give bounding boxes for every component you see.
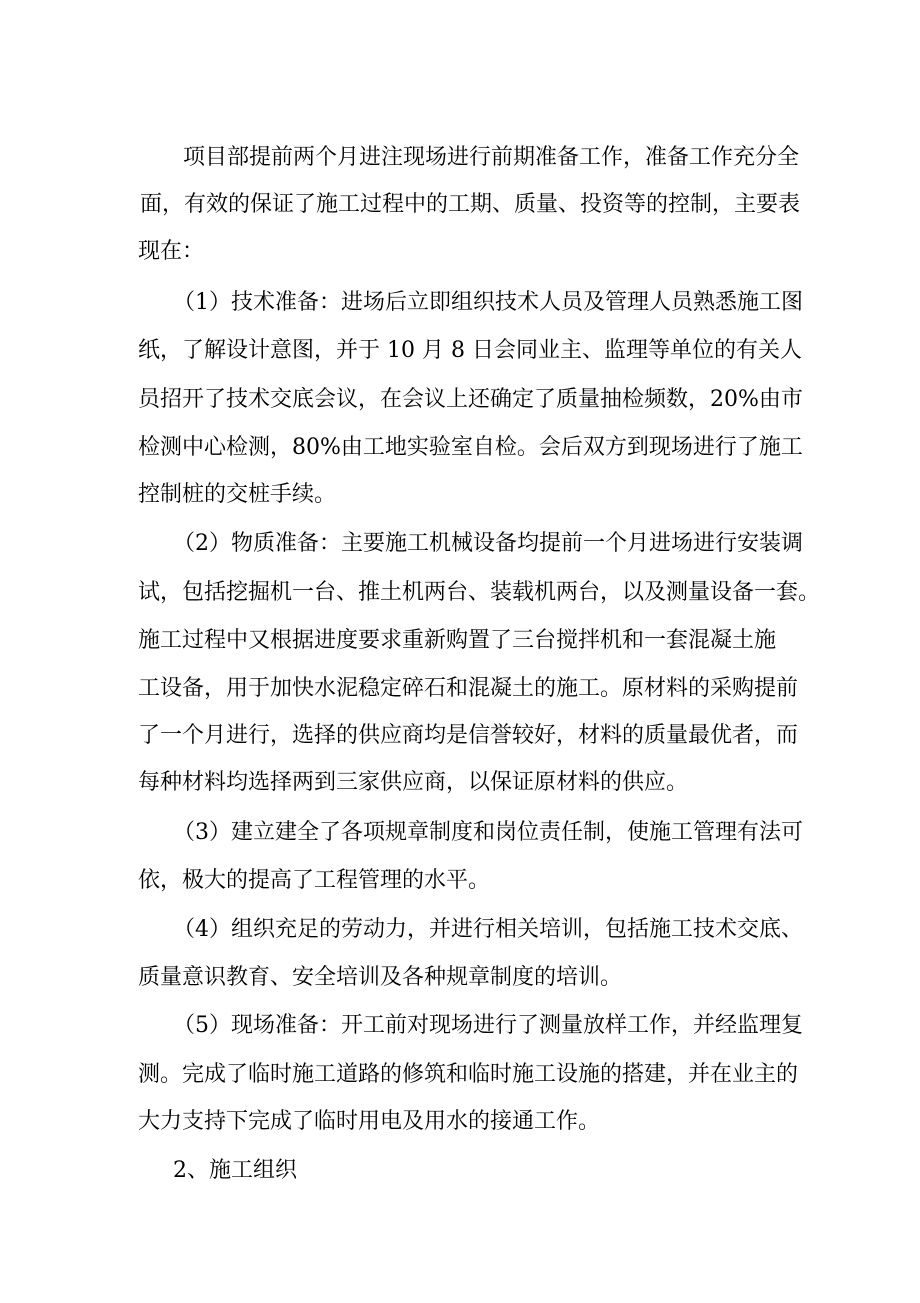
text-line: 每种材料均选择两到三家供应商，以保证原材料的供应。 [138,770,689,795]
text-line: 检测中心检测，80%由工地实验室自检。会后双方到现场进行了施工 [138,435,803,460]
text-line: 纸，了解设计意图，并于 10 月 8 日会同业主、监理等单位的有关人 [138,338,802,363]
text-line: 面，有效的保证了施工过程中的工期、质量、投资等的控制，主要表 [140,192,801,217]
text-line: 测。完成了临时施工道路的修筑和临时施工设施的搭建，并在业主的 [138,1062,799,1087]
text-line: 现在： [138,239,205,264]
section-heading: 2、施工组织 [173,1158,297,1183]
text-line: （1）技术准备：进场后立即组织技术人员及管理人员熟悉施工图 [173,290,803,315]
text-line: （4）组织充足的劳动力，并进行相关培训，包括施工技术交底、 [173,917,803,942]
text-line: 工设备，用于加快水泥稳定碎石和混凝土的施工。原材料的采购提前 [138,676,799,701]
text-line: 大力支持下完成了临时用电及用水的接通工作。 [138,1109,601,1134]
text-line: 控制桩的交桩手续。 [138,482,337,507]
text-line: 项目部提前两个月进注现场进行前期准备工作，准备工作充分全 [183,145,800,170]
text-line: （5）现场准备：开工前对现场进行了测量放样工作，并经监理复 [173,1013,803,1038]
text-line: 施工过程中又根据进度要求重新购置了三台搅拌机和一套混凝土施 [138,628,777,653]
text-line: 质量意识教育、安全培训及各种规章制度的培训。 [138,965,623,990]
text-line: 员招开了技术交底会议，在会议上还确定了质量抽检频数，20%由市 [138,387,803,412]
text-line: 试，包括挖掘机一台、推土机两台、装载机两台，以及测量设备一套。 [138,580,821,605]
text-line: 了一个月进行，选择的供应商均是信誉较好，材料的质量最优者，而 [138,723,799,748]
text-line: 依，极大的提高了工程管理的水平。 [138,868,491,893]
text-line: （3）建立建全了各项规章制度和岗位责任制，使施工管理有法可 [173,820,803,845]
text-line: （2）物质准备：主要施工机械设备均提前一个月进场进行安装调 [173,531,803,556]
